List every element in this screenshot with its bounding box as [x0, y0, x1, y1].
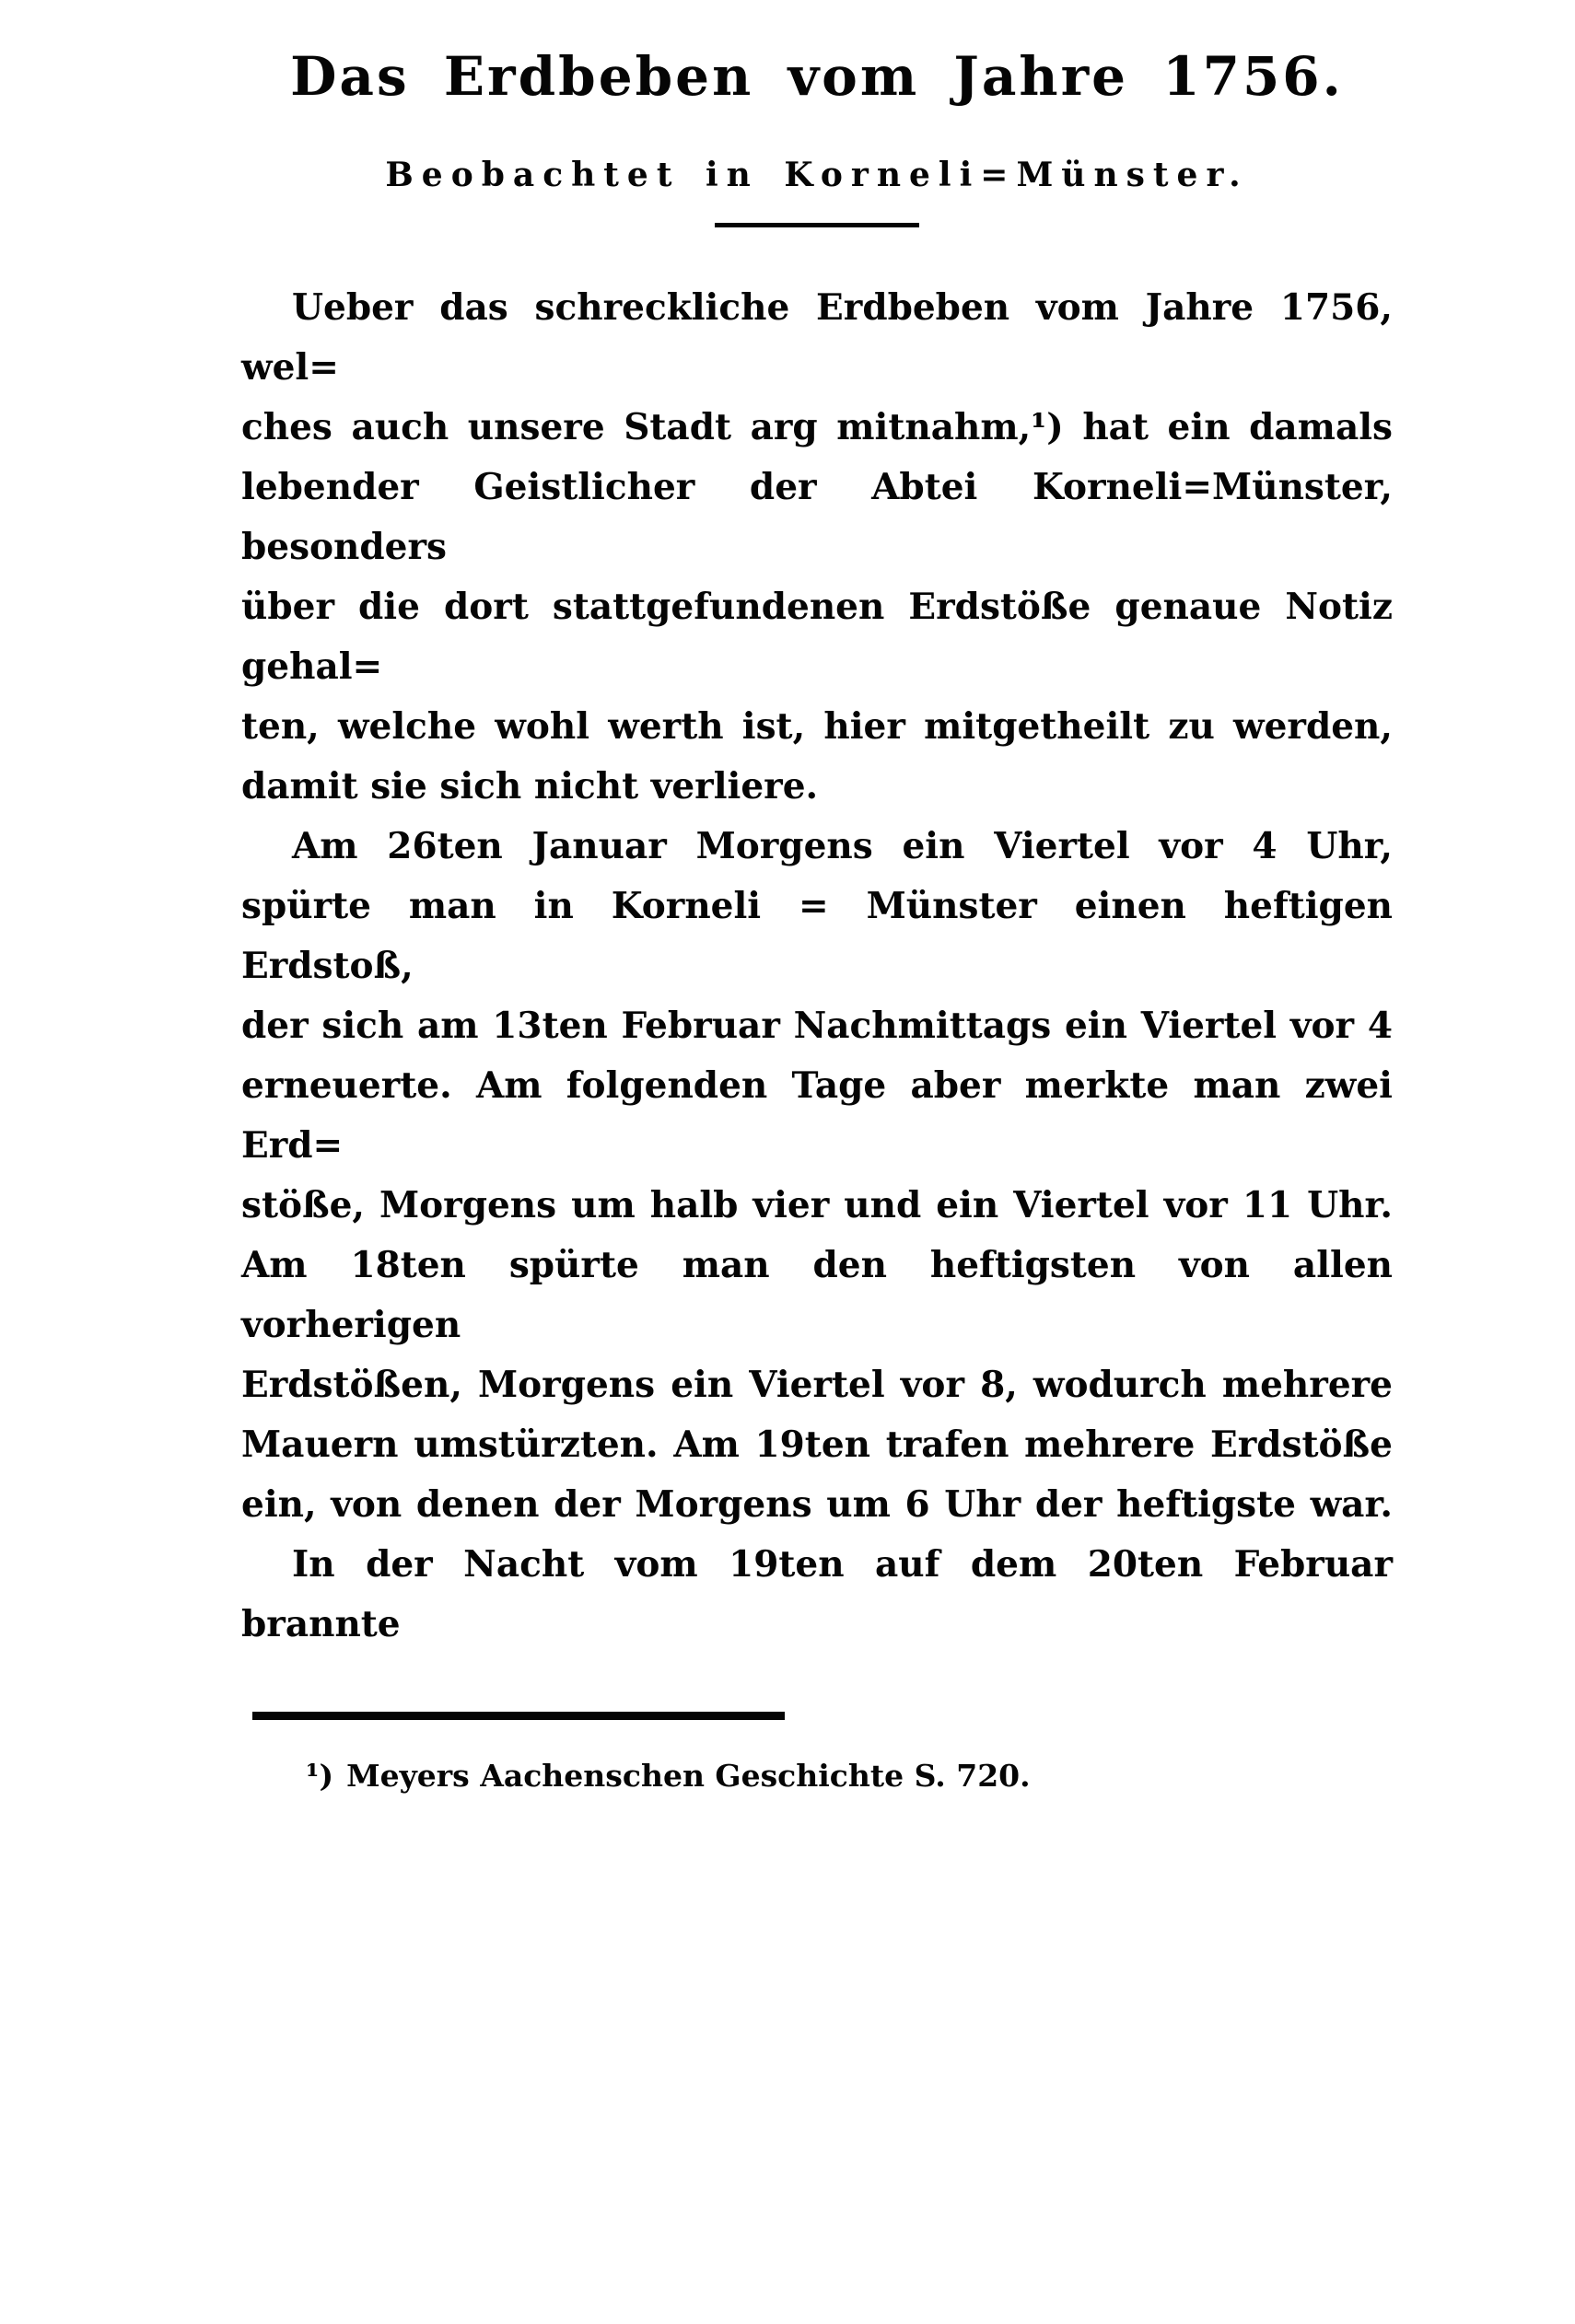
body-line: über die dort stattgefundenen Erdstöße genaue Notiz gehal=	[241, 585, 1393, 688]
body-line: erneuerte. Am folgenden Tage aber merkte man zwei Erd=	[241, 1063, 1393, 1167]
body-line: Am 18ten spürte man den heftigsten von allen vorherigen	[241, 1243, 1393, 1346]
body-line: Ueber das schreckliche Erdbeben vom Jahre 1756, wel=	[241, 285, 1393, 389]
body-line: spürte man in Korneli = Münster einen heftigen Erdstoß,	[241, 884, 1393, 987]
body-line: In der Nacht vom 19ten auf dem 20ten Februar brannte	[241, 1542, 1393, 1645]
text-block	[0, 46, 1575, 1796]
body-line: Mauern umstürzten. Am 19ten trafen mehrere Erdstöße	[241, 1423, 1393, 1466]
subtitle-divider	[715, 223, 919, 227]
body-text	[241, 278, 1393, 1655]
page-subtitle: Beobachtet in Korneli=Münster.	[385, 155, 1249, 194]
footnote-text: Meyers Aachenschen Geschichte S. 720.	[346, 1757, 1031, 1794]
footnote	[306, 1757, 1393, 1796]
body-line: Am 26ten Januar Morgens ein Viertel vor 4 Uhr,	[292, 824, 1393, 867]
body-line: ein, von denen der Morgens um 6 Uhr der heftigste war.	[241, 1482, 1393, 1526]
body-line: ches auch unsere Stadt arg mitnahm,¹) hat ein damals	[241, 405, 1393, 448]
footnote-divider	[252, 1712, 785, 1720]
body-line: ten, welche wohl werth ist, hier mitgetheilt zu werden,	[241, 704, 1393, 748]
footnote-marker: ¹)	[306, 1757, 334, 1794]
body-line: Erdstößen, Morgens ein Viertel vor 8, wodurch mehrere	[241, 1363, 1393, 1406]
body-line: stöße, Morgens um halb vier und ein Viertel vor 11 Uhr.	[241, 1183, 1393, 1226]
page-title: Das Erdbeben vom Jahre 1756.	[290, 45, 1344, 108]
body-line: damit sie sich nicht verliere.	[241, 764, 819, 808]
body-line: der sich am 13ten Februar Nachmittags ein Viertel vor 4	[241, 1004, 1393, 1047]
body-line: lebender Geistlicher der Abtei Korneli=Münster, besonders	[241, 465, 1393, 568]
